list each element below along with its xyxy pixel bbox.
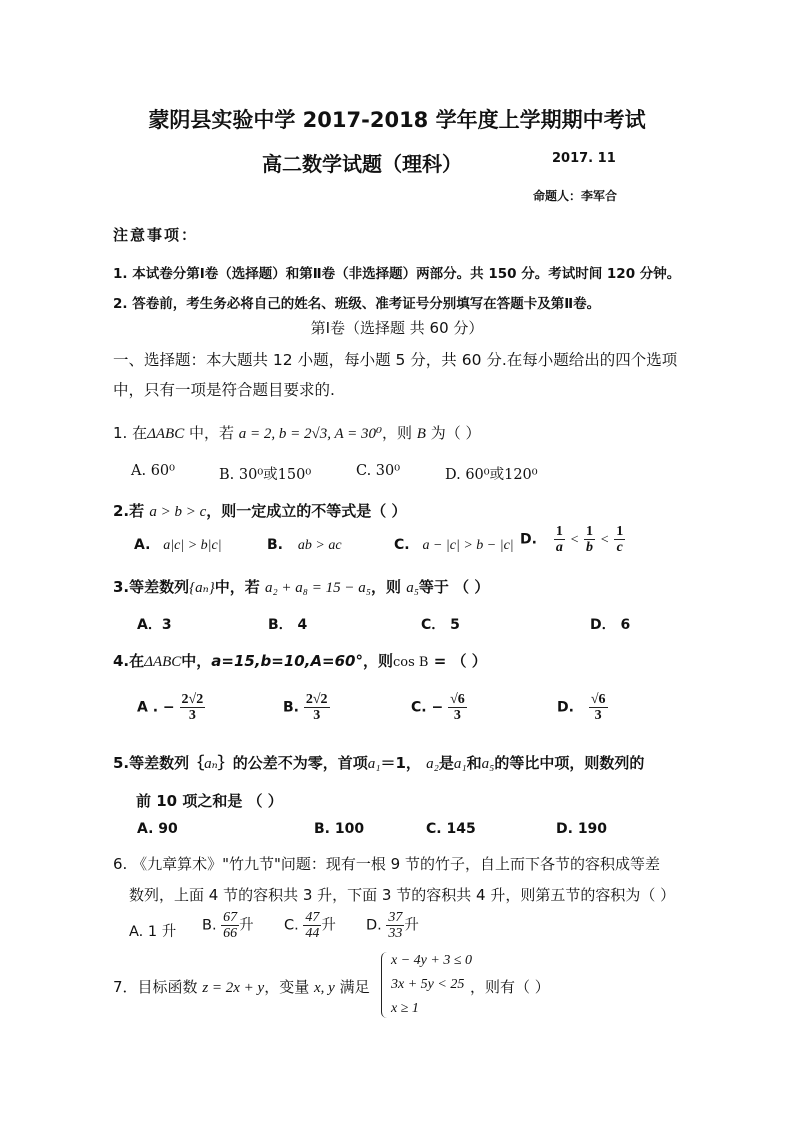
q2-option-a-math: a|c| > b|c| (163, 538, 222, 553)
q4-text-c: ，则 (363, 652, 394, 670)
q4-option-b-label: B. (283, 699, 299, 716)
question-6-line2: 数列，上面 4 节的容积共 3 升，下面 3 节的容积共 4 升，则第五节的容积为（ ） (129, 886, 676, 904)
q6-option-c-label: C. (284, 917, 299, 934)
q4-triangle: ΔABC (144, 654, 182, 670)
q4-option-c-label: C. − (411, 699, 444, 716)
q4-option-a-label: A . − (137, 699, 175, 716)
q3-text-c: ，则 (370, 578, 407, 596)
q2-option-c-math: a − |c| > b − |c| (422, 538, 514, 553)
q4-option-b-frac: $\frac{2√2}{3}$ (305, 692, 328, 723)
q7-constraint-1: x − 4y + 3 ≤ 0 (391, 953, 473, 968)
question-5-stem (113, 752, 644, 773)
q5-text-e: 和 (466, 754, 482, 772)
q2-option-b-label: B. (267, 537, 283, 553)
q4-option-a-frac: $\frac{2√2}{3}$ (181, 692, 204, 723)
q2-inequality: a > b > c (149, 504, 207, 520)
q7-constraint-2: 3x + 5y < 25 (391, 977, 465, 992)
q1-text-b: 中，若 (184, 424, 239, 442)
q6-option-a: A. 1 升 (129, 924, 177, 940)
q5-text-a: 5.等差数列｛ (113, 754, 205, 772)
q6-option-d-label: D. (366, 917, 382, 934)
q1-option-c: C. 30⁰ (356, 463, 401, 479)
q6-option-c-frac: $\frac{47}{44}$ (305, 910, 320, 941)
q5-text-f: 的等比中项，则数列的 (494, 754, 645, 772)
q4-option-c-frac: $\frac{√6}{3}$ (450, 692, 465, 723)
q5-a5: a₅ (481, 756, 495, 772)
q2-option-b-math: ab > ac (297, 538, 342, 553)
exam-author: 命题人：李军合 (533, 189, 618, 203)
q7-objective: z = 2x + y (202, 980, 265, 996)
q2-option-a (134, 537, 222, 554)
q3-option-c: C． 5 (421, 617, 460, 633)
q3-condition: a₂ + a₈ = 15 − a₅ (264, 580, 371, 596)
q6-option-b-unit: 升 (239, 917, 254, 934)
q4-option-c (411, 692, 467, 723)
q4-option-d-frac: $\frac{√6}{3}$ (590, 692, 606, 723)
q4-option-b (283, 692, 330, 723)
q7-text-d: ，则有（ ） (470, 978, 550, 996)
q1-option-d: D. 60⁰或120⁰ (445, 467, 538, 483)
q5-option-c: C. 145 (426, 821, 476, 837)
q7-text-c: 满足 (334, 978, 370, 996)
q3-sequence: {aₙ} (189, 580, 215, 596)
section-title: 第Ⅰ卷（选择题 共 60 分） (310, 319, 484, 337)
question-5-stem-line2: 前 10 项之和是 （ ） (136, 792, 283, 810)
q2-option-c-label: C. (394, 537, 410, 553)
q7-constraint-brace (381, 952, 388, 1018)
q1-text-c: ，则 (382, 424, 417, 442)
q3-option-d: D． 6 (590, 617, 631, 633)
q4-option-a (137, 692, 205, 723)
question-2-stem (113, 500, 407, 521)
q2-option-d-frac-c: $\frac{1}{c}$ (616, 524, 624, 555)
question-1-stem (113, 422, 481, 443)
q1-triangle: ΔABC (147, 426, 185, 442)
q1-conditions: a = 2, b = 2√3, A = 30⁰ (238, 426, 383, 442)
q2-option-b (267, 537, 342, 554)
q5-option-d: D. 190 (556, 821, 608, 837)
q4-text-d: = （ ） (428, 652, 487, 670)
q5-a1-second: a₁ (453, 756, 467, 772)
q2-option-d-lt-2: < (599, 532, 610, 548)
exam-subtitle: 高二数学试题（理科） (262, 152, 462, 176)
q2-option-c (394, 537, 514, 554)
q6-option-c-unit: 升 (321, 917, 336, 934)
q1-option-b: B. 30⁰或150⁰ (219, 467, 312, 483)
q1-text-a: 1. 在 (113, 424, 148, 442)
q6-option-c (284, 910, 336, 941)
q7-text-a: 7．目标函数 (113, 978, 203, 996)
exam-title: 蒙阴县实验中学 2017-2018 学年度上学期期中考试 (148, 108, 646, 132)
q6-option-b-frac: $\frac{67}{66}$ (223, 910, 238, 941)
question-4-stem (113, 650, 487, 671)
q4-given: a=15,b=10,A=60° (211, 652, 363, 670)
q4-text-a: 4.在 (113, 652, 145, 670)
q7-constraint-3: x ≥ 1 (391, 1001, 419, 1016)
q2-option-d-lt-1: < (569, 532, 580, 548)
q5-a1: a₁ (367, 756, 381, 772)
q3-text-d: 等于 （ ） (418, 578, 490, 596)
q5-a2: a₂ (426, 756, 439, 772)
section-intro-line2: 中，只有一项是符合题目要求的. (113, 381, 335, 399)
q6-option-d-frac: $\frac{37}{33}$ (388, 910, 403, 941)
q2-option-d (520, 524, 625, 555)
q2-option-d-label: D. (520, 531, 537, 548)
q3-text-a: 3.等差数列 (113, 578, 190, 596)
q3-option-b: B． 4 (268, 617, 308, 633)
section-intro-line1: 一、选择题：本大题共 12 小题，每小题 5 分，共 60 分.在每小题给出的四个选项 (113, 351, 678, 369)
q2-option-d-frac-a: $\frac{1}{a}$ (555, 524, 563, 555)
q5-option-a: A. 90 (137, 821, 178, 837)
notes-heading: 注意事项： (113, 226, 199, 244)
q4-option-d (557, 692, 608, 723)
q4-cos-b: cos B (393, 655, 429, 670)
note-item-2: 2. 答卷前，考生务必将自己的姓名、班级、准考证号分别填写在答题卡及第Ⅱ卷。 (113, 296, 601, 312)
q5-an: aₙ (204, 756, 218, 772)
q2-text-a: 2.若 (113, 502, 150, 520)
question-3-stem (113, 576, 489, 597)
q1-angle-b: B (416, 426, 426, 442)
note-item-1: 1. 本试卷分第Ⅰ卷（选择题）和第Ⅱ卷（非选择题）两部分。共 150 分。考试时间 120 分钟。 (113, 266, 681, 282)
q5-option-b: B. 100 (314, 821, 365, 837)
q7-variables: x, y (314, 980, 335, 996)
exam-date: 2017. 11 (552, 151, 616, 166)
q3-option-a: A．3 (137, 617, 172, 633)
q6-option-d (366, 910, 419, 941)
q1-option-a: A. 60⁰ (131, 463, 175, 479)
q3-target: a₅ (406, 580, 419, 596)
question-6-line1: 6. 《九章算术》"竹九节"问题：现有一根 9 节的竹子，自上而下各节的容积成等差 (113, 855, 660, 873)
q7-text-b: ，变量 (264, 978, 314, 996)
q2-text-b: ，则一定成立的不等式是（ ） (206, 502, 407, 520)
q4-option-d-label: D. (557, 699, 574, 716)
q6-option-b (202, 910, 254, 941)
q5-text-b: ｝的公差不为零，首项 (217, 754, 368, 772)
q5-text-d: 是 (438, 754, 454, 772)
q3-text-b: 中，若 (214, 578, 265, 596)
q4-text-b: 中， (181, 652, 212, 670)
q2-option-d-frac-b: $\frac{1}{b}$ (586, 524, 594, 555)
question-7-stem (113, 976, 370, 997)
q2-option-a-label: A. (134, 537, 151, 553)
q5-text-c: ＝1， (380, 754, 427, 772)
q6-option-d-unit: 升 (404, 917, 419, 934)
q1-text-d: 为（ ） (425, 424, 481, 442)
q6-option-b-label: B. (202, 917, 217, 934)
